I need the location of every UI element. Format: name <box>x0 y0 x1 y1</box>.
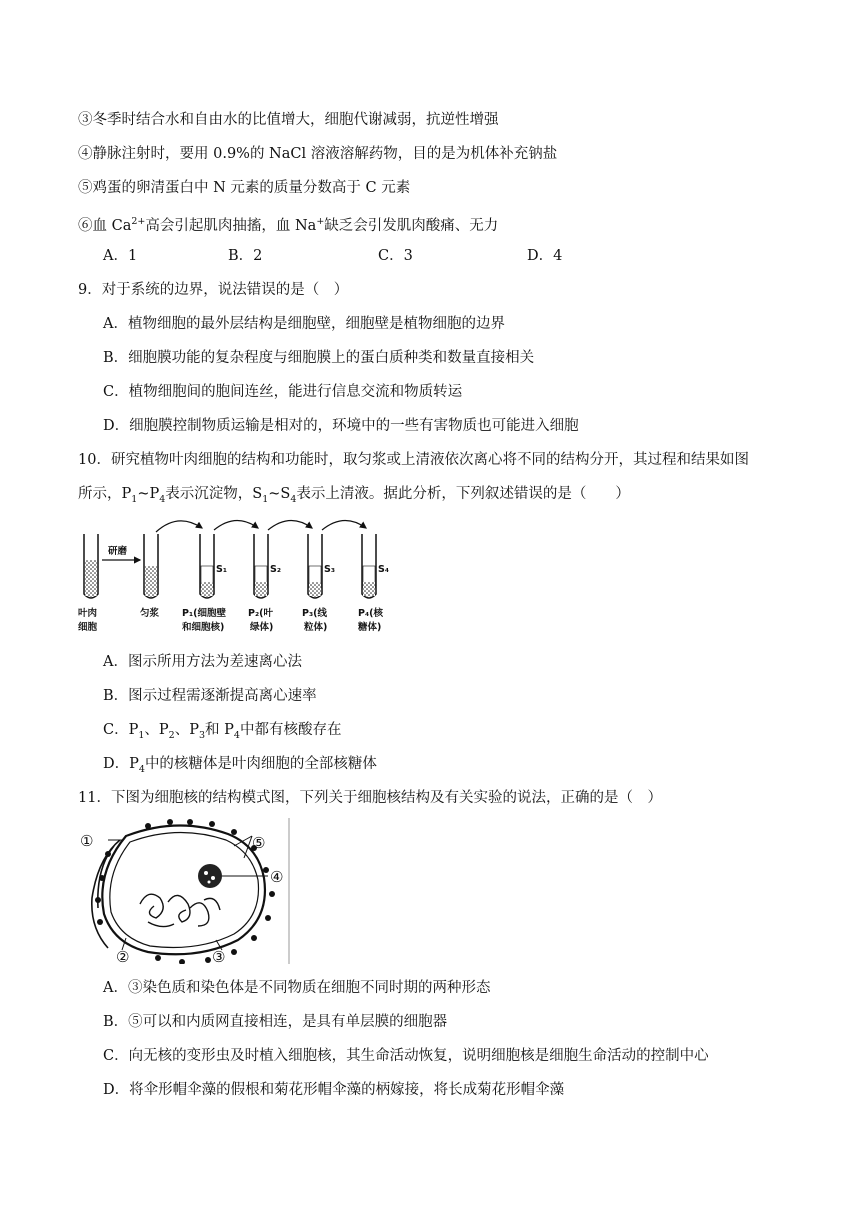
nuclear-envelope-inner <box>110 832 259 947</box>
q11-option-a: A．③染色质和染色体是不同物质在细胞不同时期的两种形态 <box>103 980 491 996</box>
transfer-arrow-3 <box>268 520 312 530</box>
tube-label-p4-1: P₄(核 <box>358 608 383 619</box>
tube-label-p2-2: 绿体) <box>250 622 274 633</box>
q9-option-b: B．细胞膜功能的复杂程度与细胞膜上的蛋白质种类和数量直接相关 <box>103 350 535 366</box>
q8-item-5: ⑤鸡蛋的卵清蛋白中 N 元素的质量分数高于 C 元素 <box>78 180 411 196</box>
tube-p4 <box>362 534 389 598</box>
q9-option-d: D．细胞膜控制物质运输是相对的，环境中的一些有害物质也可能进入细胞 <box>103 418 579 434</box>
tube-label-leaf-1: 叶肉 <box>78 608 98 619</box>
q8-item-4: ④静脉注射时，要用 0.9%的 NaCl 溶液溶解药物，目的是为机体补充钠盐 <box>78 146 558 162</box>
q11-option-c: C．向无核的变形虫及时植入细胞核，其生命活动恢复，说明细胞核是细胞生命活动的控制中心 <box>103 1048 709 1064</box>
supernatant-s3-label: S₃ <box>324 564 336 575</box>
chromatin <box>140 894 220 926</box>
q10-option-b: B．图示过程需逐渐提高离心速率 <box>103 688 317 704</box>
tube-p3 <box>308 534 335 598</box>
centrifugation-figure <box>78 516 408 640</box>
q10-option-a: A．图示所用方法为差速离心法 <box>103 654 302 670</box>
tube-leaf-cells <box>84 534 98 598</box>
tube-label-p3-1: P₃(线 <box>302 608 327 619</box>
tube-p1 <box>200 534 227 598</box>
q8-option-d: D．4 <box>527 248 563 264</box>
label-1: ① <box>80 832 94 850</box>
tube-label-homogenate: 匀浆 <box>140 608 160 619</box>
q8-option-a: A．1 <box>103 248 138 264</box>
q8-item-3: ③冬季时结合水和自由水的比值增大，细胞代谢减弱，抗逆性增强 <box>78 112 499 128</box>
endoplasmic-reticulum <box>92 840 120 948</box>
grind-label: 研磨 <box>108 546 128 557</box>
q8-option-c: C．3 <box>378 248 413 264</box>
tube-label-p2-1: P₂(叶 <box>248 608 273 619</box>
q9-option-a: A．植物细胞的最外层结构是细胞壁，细胞壁是植物细胞的边界 <box>103 316 505 332</box>
q10-option-c: C．$P_1$、$P_2$、$P_3$和 $P_4$中都有核酸存在 <box>103 722 342 741</box>
nucleus-diagram <box>78 818 292 964</box>
supernatant-s1-label: S₁ <box>216 564 228 575</box>
tube-label-p1-2: 和细胞核) <box>182 622 225 633</box>
label-4: ④ <box>270 868 284 886</box>
q11-stem: 11．下图为细胞核的结构模式图，下列关于细胞核结构及有关实验的说法，正确的是（ ） <box>78 790 662 806</box>
q10-option-d: D．$P_4$中的核糖体是叶肉细胞的全部核糖体 <box>103 756 377 775</box>
tube-label-p3-2: 粒体) <box>304 622 328 633</box>
q11-option-d: D．将伞形帽伞藻的假根和菊花形帽伞藻的柄嫁接，将长成菊花形帽伞藻 <box>103 1082 565 1098</box>
q8-option-b: B．2 <box>228 248 263 264</box>
q9-option-c: C．植物细胞间的胞间连丝，能进行信息交流和物质转运 <box>103 384 463 400</box>
grind-arrow <box>102 545 140 560</box>
label-5: ⑤ <box>252 834 266 852</box>
transfer-arrow-4 <box>322 520 366 530</box>
q8-item-6: ⑥血 $Ca^{2+}$高会引起肌肉抽搐，血 Na+缺乏会引发肌肉酸痛、无力 <box>78 216 499 234</box>
transfer-arrow-2 <box>214 520 258 530</box>
nucleolus <box>198 864 222 888</box>
tube-label-leaf-2: 细胞 <box>78 622 98 633</box>
tube-homogenate <box>144 534 158 598</box>
label-2: ② <box>116 948 130 964</box>
supernatant-s4-label: S₄ <box>378 564 390 575</box>
label-3: ③ <box>212 948 226 964</box>
q11-option-b: B．⑤可以和内质网直接相连，是具有单层膜的细胞器 <box>103 1014 448 1030</box>
tube-label-p4-2: 糖体) <box>358 622 382 633</box>
tube-p2 <box>254 534 281 598</box>
tube-label-p1-1: P₁(细胞壁 <box>182 608 226 619</box>
q10-stem-line1: 10．研究植物叶肉细胞的结构和功能时，取匀浆或上清液依次离心将不同的结构分开，其过程和结果如图 <box>78 452 749 468</box>
transfer-arrow-1 <box>156 521 202 532</box>
supernatant-s2-label: S₂ <box>270 564 282 575</box>
q10-stem-line2: 所示，$P_1\sim P_4$表示沉淀物，$S_1\sim S_4$表示上清液。据此分析，下列叙述错误的是（ ） <box>78 486 630 505</box>
q9-stem: 9．对于系统的边界，说法错误的是（ ） <box>78 282 349 298</box>
